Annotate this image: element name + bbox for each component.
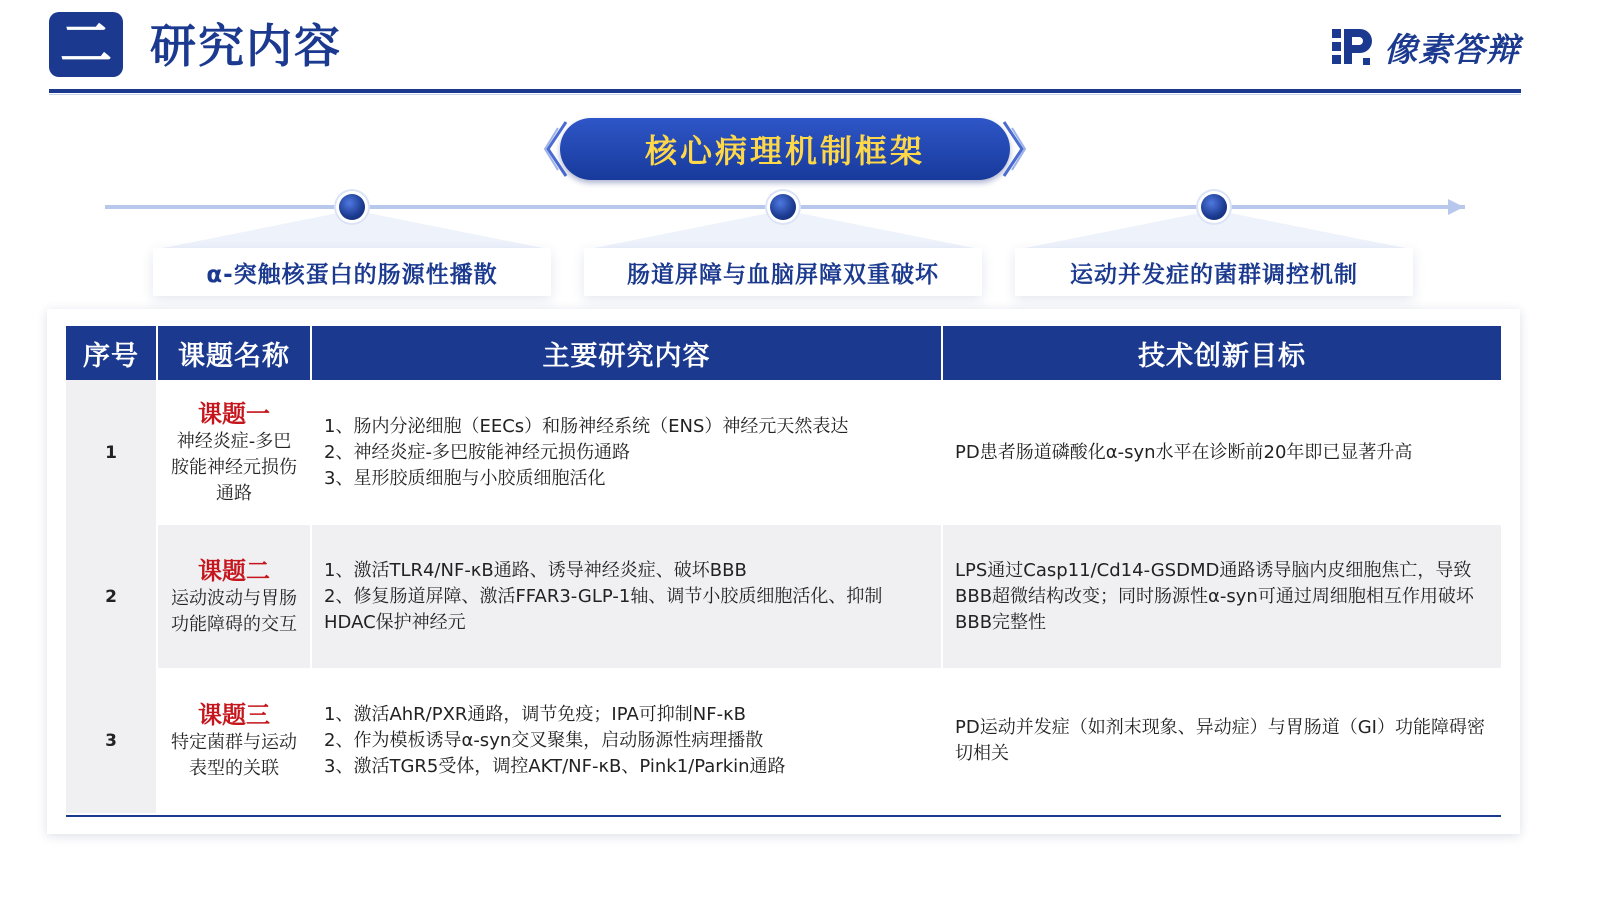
topic-label: 课题一 bbox=[198, 399, 270, 428]
right-bracket-icon bbox=[1000, 118, 1030, 180]
timeline-arrow-icon bbox=[1448, 199, 1464, 215]
table-row bbox=[66, 525, 1501, 668]
table-row bbox=[66, 380, 1501, 525]
goal-cell bbox=[942, 668, 1501, 813]
content-cell bbox=[311, 668, 942, 813]
content-item: 1、激活AhR/PXR通路，调节免疫；IPA可抑制NF-κB bbox=[324, 703, 747, 725]
pillar-label: 肠道屏障与血脑屏障双重破坏 bbox=[627, 261, 939, 288]
section-number: 二 bbox=[59, 14, 112, 75]
table-header-row bbox=[66, 326, 1501, 380]
topic-name: 运动波动与胃肠功能障碍的交互 bbox=[171, 587, 297, 635]
column-header-goal: 技术创新目标 bbox=[942, 326, 1501, 380]
logo-text: 像素答辩 bbox=[1384, 29, 1520, 69]
content-cell bbox=[311, 380, 942, 525]
content-item: 3、星形胶质细胞与小胶质细胞活化 bbox=[324, 467, 606, 489]
topic-cell bbox=[157, 668, 311, 813]
topic-name: 特定菌群与运动表型的关联 bbox=[171, 731, 297, 779]
content-item: 2、神经炎症-多巴胺能神经元损伤通路 bbox=[324, 441, 630, 463]
header-divider bbox=[49, 89, 1521, 93]
pillar-card-1 bbox=[153, 248, 551, 296]
framework-title: 核心病理机制框架 bbox=[644, 132, 925, 170]
content-item: 2、作为模板诱导α-syn交叉聚集，启动肠源性病理播散 bbox=[324, 729, 764, 751]
column-header-index: 序号 bbox=[66, 326, 157, 380]
content-item: 3、激活TGR5受体，调控AKT/NF-κB、Pink1/Parkin通路 bbox=[324, 755, 786, 777]
framework-banner bbox=[540, 118, 1030, 180]
circle-node-icon bbox=[770, 194, 796, 220]
goal-text: LPS通过Casp11/Cd14-GSDMD通路诱导脑内皮细胞焦亡，导致BBB超微结构改变；同时肠源性α-syn可通过周细胞相互作用破坏BBB完整性 bbox=[955, 559, 1474, 633]
section-number-badge bbox=[49, 12, 123, 77]
brand-logo bbox=[1330, 24, 1520, 70]
circle-node-icon bbox=[339, 194, 365, 220]
pillar-label: 运动并发症的菌群调控机制 bbox=[1070, 261, 1358, 288]
row-number: 3 bbox=[66, 668, 157, 813]
column-header-content: 主要研究内容 bbox=[311, 326, 942, 380]
content-item: 1、肠内分泌细胞（EECs）和肠神经系统（ENS）神经元天然表达 bbox=[324, 415, 849, 437]
topic-label: 课题三 bbox=[198, 700, 270, 729]
goal-cell bbox=[942, 380, 1501, 525]
row-number: 1 bbox=[66, 380, 157, 525]
table-row bbox=[66, 668, 1501, 813]
pixel-logo-icon bbox=[1330, 25, 1374, 69]
row-number: 2 bbox=[66, 525, 157, 668]
research-table bbox=[66, 326, 1501, 813]
research-table-card bbox=[47, 309, 1520, 834]
column-header-topic: 课题名称 bbox=[157, 326, 311, 380]
pillar-label: α-突触核蛋白的肠源性播散 bbox=[206, 261, 498, 288]
goal-text: PD运动并发症（如剂末现象、异动症）与胃肠道（GI）功能障碍密切相关 bbox=[955, 716, 1485, 764]
content-item: 1、激活TLR4/NF-κB通路、诱导神经炎症、破坏BBB bbox=[324, 559, 747, 581]
circle-node-icon bbox=[1201, 194, 1227, 220]
page-title: 研究内容 bbox=[150, 19, 342, 73]
goal-cell bbox=[942, 525, 1501, 668]
topic-label: 课题二 bbox=[198, 556, 270, 585]
framework-title-pill bbox=[560, 118, 1010, 180]
table-bottom-rule bbox=[66, 815, 1501, 817]
pillar-card-2 bbox=[584, 248, 982, 296]
goal-text: PD患者肠道磷酸化α-syn水平在诊断前20年即已显著升高 bbox=[955, 441, 1413, 463]
content-cell bbox=[311, 525, 942, 668]
content-item: 2、修复肠道屏障、激活FFAR3-GLP-1轴、调节小胶质细胞活化、抑制HDAC保护神经元 bbox=[324, 585, 883, 633]
topic-cell bbox=[157, 380, 311, 525]
topic-cell bbox=[157, 525, 311, 668]
pillar-card-3 bbox=[1015, 248, 1413, 296]
topic-name: 神经炎症-多巴胺能神经元损伤通路 bbox=[171, 430, 297, 504]
